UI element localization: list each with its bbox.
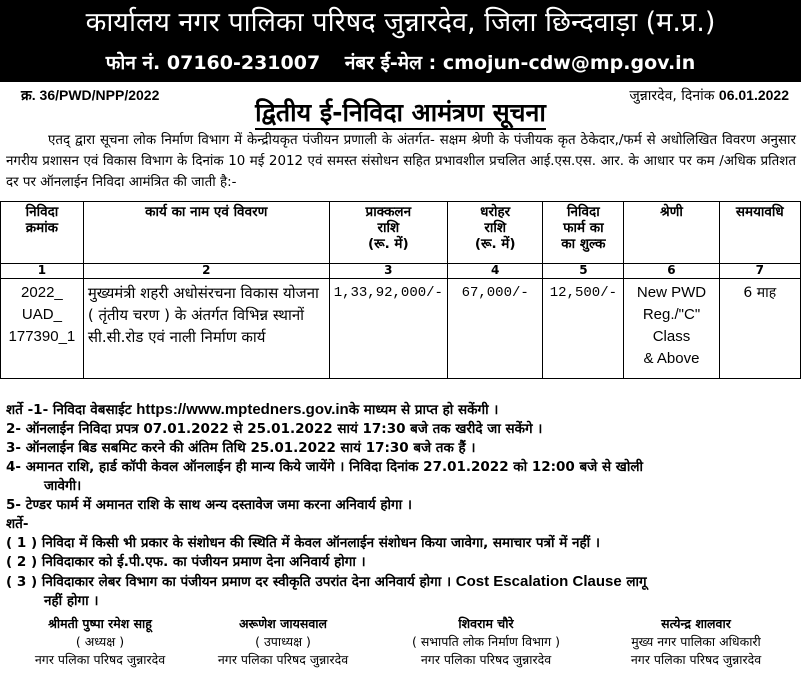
tender-website-link[interactable]: https://www.mptedners.gov.in <box>136 401 349 418</box>
reference-number: क्र. 36/PWD/NPP/2022 <box>21 87 160 103</box>
place-date <box>629 86 789 105</box>
term-1: शर्ते -1- निविदा वेबसाईट https://www.mptedners.gov.inके माध्यम से प्राप्त हो सकेंगी । <box>6 401 499 418</box>
terms-section <box>6 400 801 611</box>
condition-3-continued: नहीं होगा । <box>44 593 99 609</box>
signatory-president: श्रीमती पुष्पा रमेश साहू ( अध्यक्ष ) नगर पलिका परिषद जुन्नारदेव <box>34 616 166 667</box>
work-description: मुख्यमंत्री शहरी अधोसंरचना विकास योजना ( तृंतीय चरण ) के अंतर्गत विभिन्न स्थानों सी.सी.रोड एवं नाली निर्माण कार्य <box>83 279 329 379</box>
signatory-pwd-chairman: शिवराम चौरे ( सभापति लोक निर्माण विभाग ) नगर पलिका परिषद जुन्नारदेव <box>411 616 561 667</box>
col-number: 3 <box>329 264 447 279</box>
place-date-label: जुन्नारदेव, दिनांक <box>629 88 715 104</box>
form-fee-amount: 12,500/- <box>543 279 624 379</box>
table-header-row <box>1 202 801 264</box>
header-tender-no: निविदा क्रमांक <box>1 202 84 264</box>
intro-text: एतद् द्वारा सूचना लोक निर्माण विभाग में केन्द्रीयकृत पंजीयन प्रणाली के अंतर्गत- सक्षम श्रेणी के पंजीयक कृत ठेकेदार,/फर्म से अधोलिखित विवरण अनुसार नगरीय प्रशासन एवं विकास विभाग के दिनांक 10 मई 2012 एवं समस्त संसोधन सहित प्रभावशील प्रचलित आई.एस.एस. आर. के आधार पर कम /अधिक प्रतिशत दर पर ऑनलाईन निविदा आमंत्रित की जाती है:- <box>6 133 796 190</box>
term-3: 3- ऑनलाईन बिड सबमिट करने की अंतिम तिथि 25.01.2022 सायं 17:30 बजे तक हैं । <box>6 440 476 456</box>
header-work-description: कार्य का नाम एवं विवरण <box>83 202 329 264</box>
phone-number: फोन नं. 07160-231007 <box>105 52 321 74</box>
office-banner <box>0 0 801 82</box>
contact-line <box>0 51 801 75</box>
condition-1: ( 1 ) निविदा में किसी भी प्रकार के संशोधन की स्थिति में केवल ऑनलाईन संशोधन किया जावेगा, समाचार पत्रों में नहीं । <box>6 535 600 551</box>
signatory-chief-officer: सत्येन्द्र शालवार मुख्य नगर पालिका अधिकारी नगर पलिका परिषद जुन्नारदेव <box>630 616 762 667</box>
condition-3: ( 3 ) निविदाकार लेबर विभाग का पंजीयन प्रमाण दर स्वीकृति उपरांत देना अनिवार्य होगा । Cost Escalation Clause लागू <box>6 573 647 590</box>
tender-table <box>0 201 801 379</box>
header-estimate: प्राक्कलन राशि (रू. में) <box>329 202 447 264</box>
col-number: 2 <box>83 264 329 279</box>
term-4: 4- अमानत राशि, हार्ड कॉपी केवल ऑनलाईन ही मान्य किये जायेंगे । निविदा दिनांक 27.01.2022 को 12:00 बजे से खोली <box>6 459 643 475</box>
col-number: 5 <box>543 264 624 279</box>
header-form-fee: निविदा फार्म का का शुल्क <box>543 202 624 264</box>
header-duration: समयावधि <box>719 202 800 264</box>
signatory-vice-president: अरूणेश जायसवाल ( उपाध्यक्ष ) नगर पलिका परिषद जुन्नारदेव <box>217 616 349 667</box>
header-deposit: धरोहर राशि (रू. में) <box>447 202 543 264</box>
deposit-amount: 67,000/- <box>447 279 543 379</box>
column-number-row <box>1 264 801 279</box>
notice-title-text: द्वितीय ई-निविदा आमंत्रण सूचना <box>255 98 546 130</box>
intro-paragraph <box>6 130 796 193</box>
email-address: नंबर ई-मेल : cmojun-cdw@mp.gov.in <box>344 52 696 74</box>
time-period: 6 माह <box>719 279 800 379</box>
notice-date: 06.01.2022 <box>718 87 789 103</box>
col-number: 1 <box>1 264 84 279</box>
col-number: 7 <box>719 264 800 279</box>
tender-number: 2022_ UAD_ 177390_1 <box>1 279 84 379</box>
condition-2: ( 2 ) निविदाकार को ई.पी.एफ. का पंजीयन प्रमाण देना अनिवार्य होगा । <box>6 554 366 570</box>
col-number: 4 <box>447 264 543 279</box>
reference-line <box>0 85 801 125</box>
term-4-continued: जावेगी। <box>44 478 82 494</box>
contractor-category: New PWD Reg./"C" Class & Above <box>624 279 719 379</box>
table-row <box>1 279 801 379</box>
term-5: 5- टेण्डर फार्म में अमानत राशि के साथ अन्य दस्तावेज जमा करना अनिवार्य होगा । <box>6 497 412 513</box>
conditions-label: शर्ते- <box>6 516 29 532</box>
term-2: 2- ऑनलाईन निविदा प्रपत्र 07.01.2022 से 25.01.2022 सायं 17:30 बजे तक खरीदे जा सकेंगे । <box>6 421 543 437</box>
header-category: श्रेणी <box>624 202 719 264</box>
estimate-amount: 1,33,92,000/- <box>329 279 447 379</box>
office-title: कार्यालय नगर पालिका परिषद जुन्नारदेव, जिला छिन्दवाड़ा (म.प्र.) <box>85 7 716 38</box>
col-number: 6 <box>624 264 719 279</box>
